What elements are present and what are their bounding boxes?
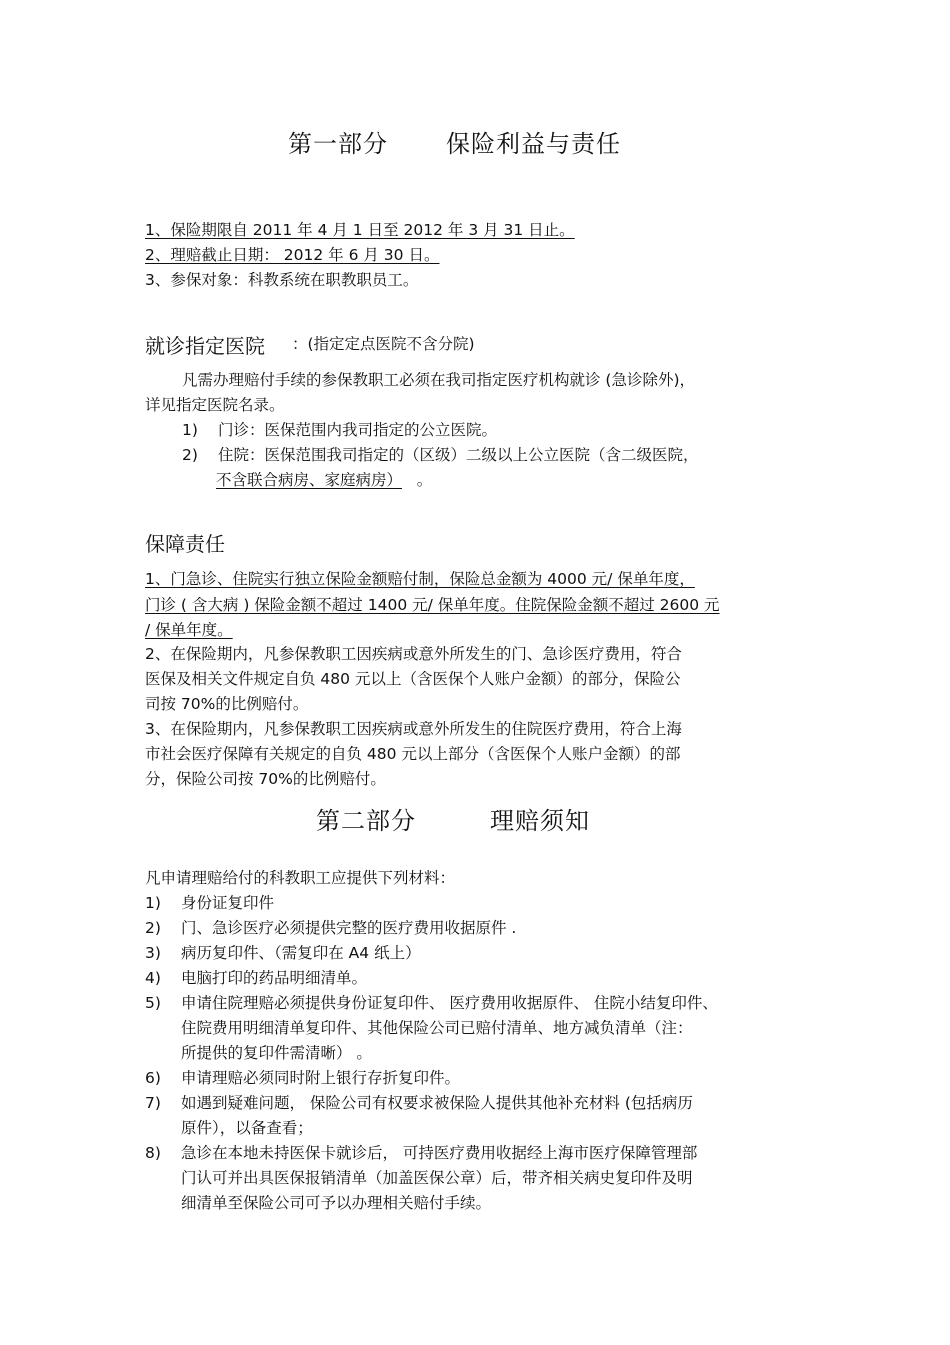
list-item [145, 891, 274, 915]
list-item-number: 5) [145, 994, 161, 1012]
list-item-continuation: 住院费用明细清单复印件、其他保险公司已赔付清单、地方减负清单（注： [181, 1019, 693, 1037]
insured-target-line: 3、参保对象：科教系统在职教职员工。 [145, 271, 419, 289]
coverage-heading: 保障责任 [145, 532, 225, 556]
list-item-text: 急诊在本地未持医保卡就诊后， 可持医疗费用收据经上海市医疗保障管理部 [181, 1144, 698, 1162]
hospital-note: ：(指定定点医院不含分院) [292, 335, 475, 353]
list-item-number: 4) [145, 969, 161, 987]
part1-title-text: 保险利益与责任 [446, 130, 621, 158]
list-item-continuation: 原件），以备查看； [181, 1119, 313, 1137]
coverage-line: / 保单年度。 [145, 621, 233, 639]
list-item-continuation: 所提供的复印件需清晰） 。 [181, 1044, 372, 1062]
hospital-heading: 就诊指定医院 [145, 334, 265, 358]
list-item [145, 1141, 697, 1165]
coverage-line: 门诊 ( 含大病 ) 保险金额不超过 1400 元/ 保单年度。住院保险金额不超过 2600 元 [145, 596, 720, 614]
list-item-continuation: 门认可并出具医保报销清单（加盖医保公章）后，带齐相关病史复印件及明 [181, 1169, 693, 1187]
list-item-number: 2) [182, 446, 198, 464]
list-item-number: 1) [145, 894, 161, 912]
coverage-line: 3、在保险期内，凡参保教职工因疾病或意外所发生的住院医疗费用，符合上海 [145, 720, 682, 738]
part2-title-number: 第二部分 [316, 807, 416, 835]
list-item-text: 住院：医保范围我司指定的（区级）二级以上公立医院（含二级医院， [218, 446, 699, 464]
list-item-text: 电脑打印的药品明细清单。 [181, 969, 368, 987]
list-item [145, 941, 421, 965]
list-item-continuation: 细清单至保险公司可予以办理相关赔付手续。 [181, 1194, 492, 1212]
list-item-number: 6) [145, 1069, 161, 1087]
list-item [145, 966, 367, 990]
claims-intro: 凡申请理赔给付的科教职工应提供下列材料： [145, 869, 456, 887]
list-item-text: 病历复印件、（需复印在 A4 纸上） [181, 944, 421, 962]
list-item [145, 991, 718, 1015]
list-item [182, 418, 497, 442]
list-item-continuation [216, 468, 432, 492]
list-item-text: 申请住院理赔必须提供身份证复印件、 医疗费用收据原件、 住院小结复印件、 [181, 994, 718, 1012]
coverage-line: 1、门急诊、住院实行独立保险金额赔付制，保险总金额为 4000 元/ 保单年度， [145, 570, 695, 588]
coverage-line: 分，保险公司按 70%的比例赔付。 [145, 770, 386, 788]
coverage-line: 2、在保险期内，凡参保教职工因疾病或意外所发生的门、急诊医疗费用，符合 [145, 645, 682, 663]
part2-title-text: 理赔须知 [490, 807, 590, 835]
hospital-paragraph-line1: 凡需办理赔付手续的参保教职工必须在我司指定医疗机构就诊 (急诊除外)， [182, 371, 696, 389]
list-item-text: 门、急诊医疗必须提供完整的医疗费用收据原件 . [181, 919, 517, 937]
list-item-number: 7) [145, 1094, 161, 1112]
part1-title-number: 第一部分 [288, 130, 388, 158]
list-item-text: 如遇到疑难问题， 保险公司有权要求被保险人提供其他补充材料 (包括病历 [181, 1094, 693, 1112]
list-item-number: 2) [145, 919, 161, 937]
policy-period-line: 1、保险期限自 2011 年 4 月 1 日至 2012 年 3 月 31 日止。 [145, 221, 575, 239]
coverage-line: 市社会医疗保障有关规定的自负 480 元以上部分（含医保个人账户金额）的部 [145, 745, 681, 763]
list-item-number: 8) [145, 1144, 161, 1162]
list-item [182, 443, 699, 467]
list-item-number: 1) [182, 421, 198, 439]
list-item-text: 身份证复印件 [181, 894, 275, 912]
sentence-end: 。 [416, 471, 433, 489]
coverage-line: 医保及相关文件规定自负 480 元以上（含医保个人账户金额）的部分，保险公 [145, 670, 681, 688]
claim-deadline-line: 2、理赔截止日期： 2012 年 6 月 30 日。 [145, 246, 440, 264]
list-item-text: 门诊：医保范围内我司指定的公立医院。 [218, 421, 498, 439]
coverage-line: 司按 70%的比例赔付。 [145, 695, 309, 713]
list-item-number: 3) [145, 944, 161, 962]
excluded-wards-text: 不含联合病房、家庭病房） [216, 471, 403, 489]
list-item [145, 1091, 693, 1115]
list-item [145, 1066, 460, 1090]
list-item [145, 916, 516, 940]
list-item-text: 申请理赔必须同时附上银行存折复印件。 [181, 1069, 461, 1087]
hospital-paragraph-line2: 详见指定医院名录。 [145, 396, 285, 414]
